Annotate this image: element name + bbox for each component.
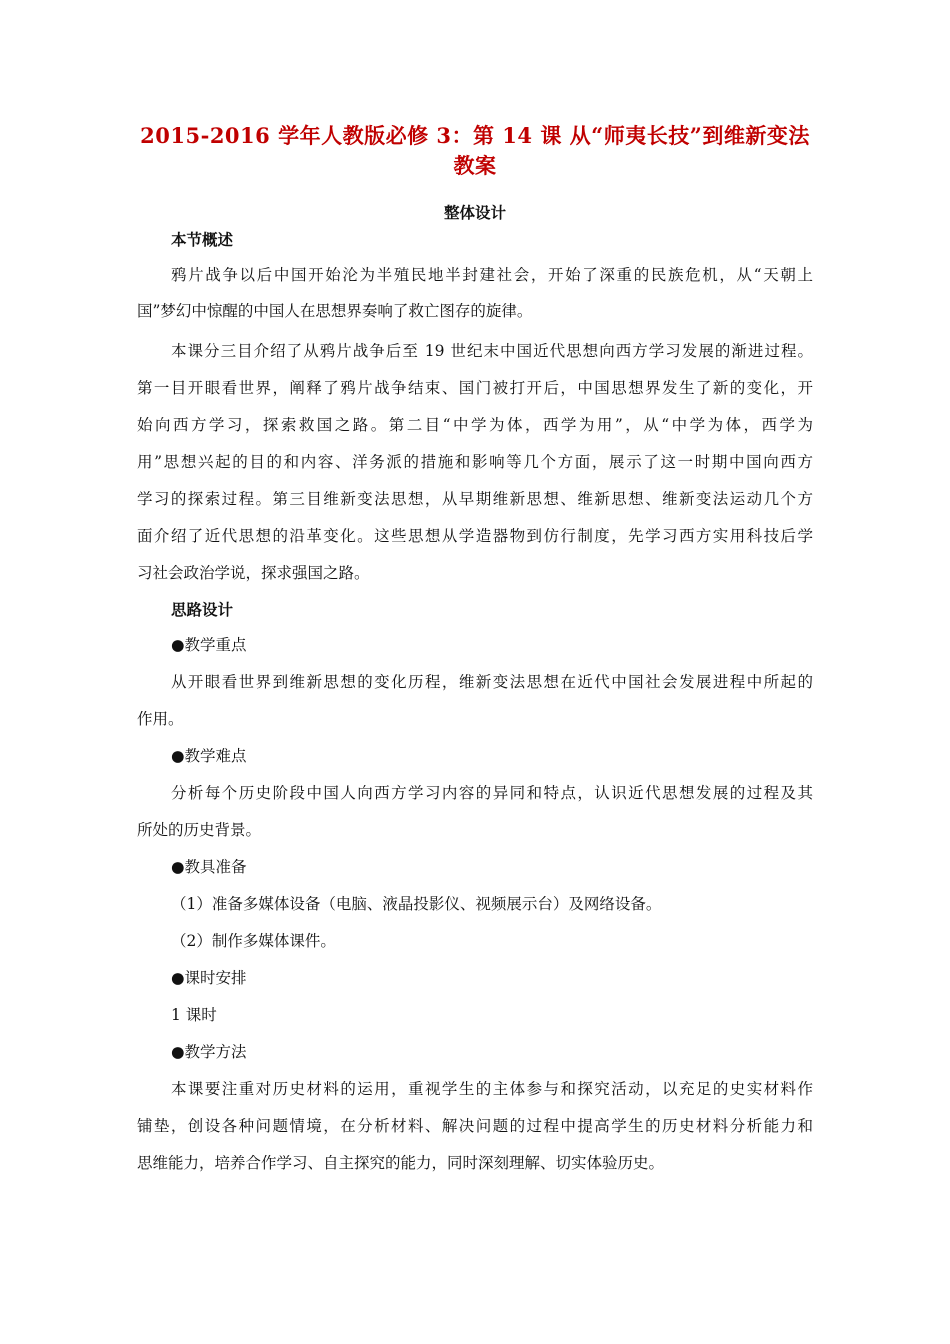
subheading-design: 思路设计 xyxy=(171,600,234,619)
paragraph-line: 铺垫，创设各种问题情境，在分析材料、解决问题的过程中提高学生的历史材料分析能力和 xyxy=(137,1117,813,1135)
paragraph-line: 鸦片战争以后中国开始沦为半殖民地半封建社会，开始了深重的民族危机，从“天朝上 xyxy=(171,266,813,284)
paragraph-line: 思维能力，培养合作学习、自主探究的能力，同时深刻理解、切实体验历史。 xyxy=(137,1154,665,1172)
section-heading-overall: 整体设计 xyxy=(443,203,506,222)
paragraph-line: 始向西方学习，探索救国之路。第二目“中学为体，西学为用”，从“中学为体，西学为 xyxy=(137,416,813,434)
bullet-heading-difficulties: ●教学难点 xyxy=(171,747,247,765)
bullet-heading-materials: ●教具准备 xyxy=(171,858,247,876)
paragraph-line: 本课要注重对历史材料的运用，重视学生的主体参与和探究活动，以充足的史实材料作 xyxy=(171,1080,813,1098)
document-title-continued: 教案 xyxy=(453,153,497,178)
document-title: 2015-2016 学年人教版必修 3：第 14 课 从“师夷长技”到维新变法 xyxy=(140,123,810,148)
paragraph-line: 用”思想兴起的目的和内容、洋务派的措施和影响等几个方面，展示了这一时期中国向西方 xyxy=(137,453,813,471)
paragraph-line: 面介绍了近代思想的沿革变化。这些思想从学造器物到仿行制度，先学习西方实用科技后学 xyxy=(137,527,813,545)
paragraph-line: 从开眼看世界到维新思想的变化历程，维新变法思想在近代中国社会发展进程中所起的 xyxy=(171,673,813,691)
paragraph-line: 作用。 xyxy=(137,710,184,728)
bullet-heading-key-points: ●教学重点 xyxy=(171,636,247,654)
paragraph-line: 习社会政治学说，探求强国之路。 xyxy=(137,564,370,582)
schedule-value: 1 课时 xyxy=(171,1006,217,1024)
paragraph-line: 本课分三目介绍了从鸦片战争后至 19 世纪末中国近代思想向西方学习发展的渐进过程。 xyxy=(171,342,813,360)
paragraph-line: 所处的历史背景。 xyxy=(137,821,262,839)
paragraph-line: 分析每个历史阶段中国人向西方学习内容的异同和特点，认识近代思想发展的过程及其 xyxy=(171,784,813,802)
list-item: （1）准备多媒体设备（电脑、液晶投影仪、视频展示台）及网络设备。 xyxy=(171,895,662,913)
subheading-overview: 本节概述 xyxy=(171,230,234,249)
bullet-heading-schedule: ●课时安排 xyxy=(171,969,247,987)
list-item: （2）制作多媒体课件。 xyxy=(171,932,336,950)
paragraph-line: 国”梦幻中惊醒的中国人在思想界奏响了救亡图存的旋律。 xyxy=(137,302,533,320)
paragraph-line: 第一目开眼看世界，阐释了鸦片战争结束、国门被打开后，中国思想界发生了新的变化，开 xyxy=(137,379,813,397)
bullet-heading-method: ●教学方法 xyxy=(171,1043,247,1061)
paragraph-line: 学习的探索过程。第三目维新变法思想，从早期维新思想、维新思想、维新变法运动几个方 xyxy=(137,490,813,508)
